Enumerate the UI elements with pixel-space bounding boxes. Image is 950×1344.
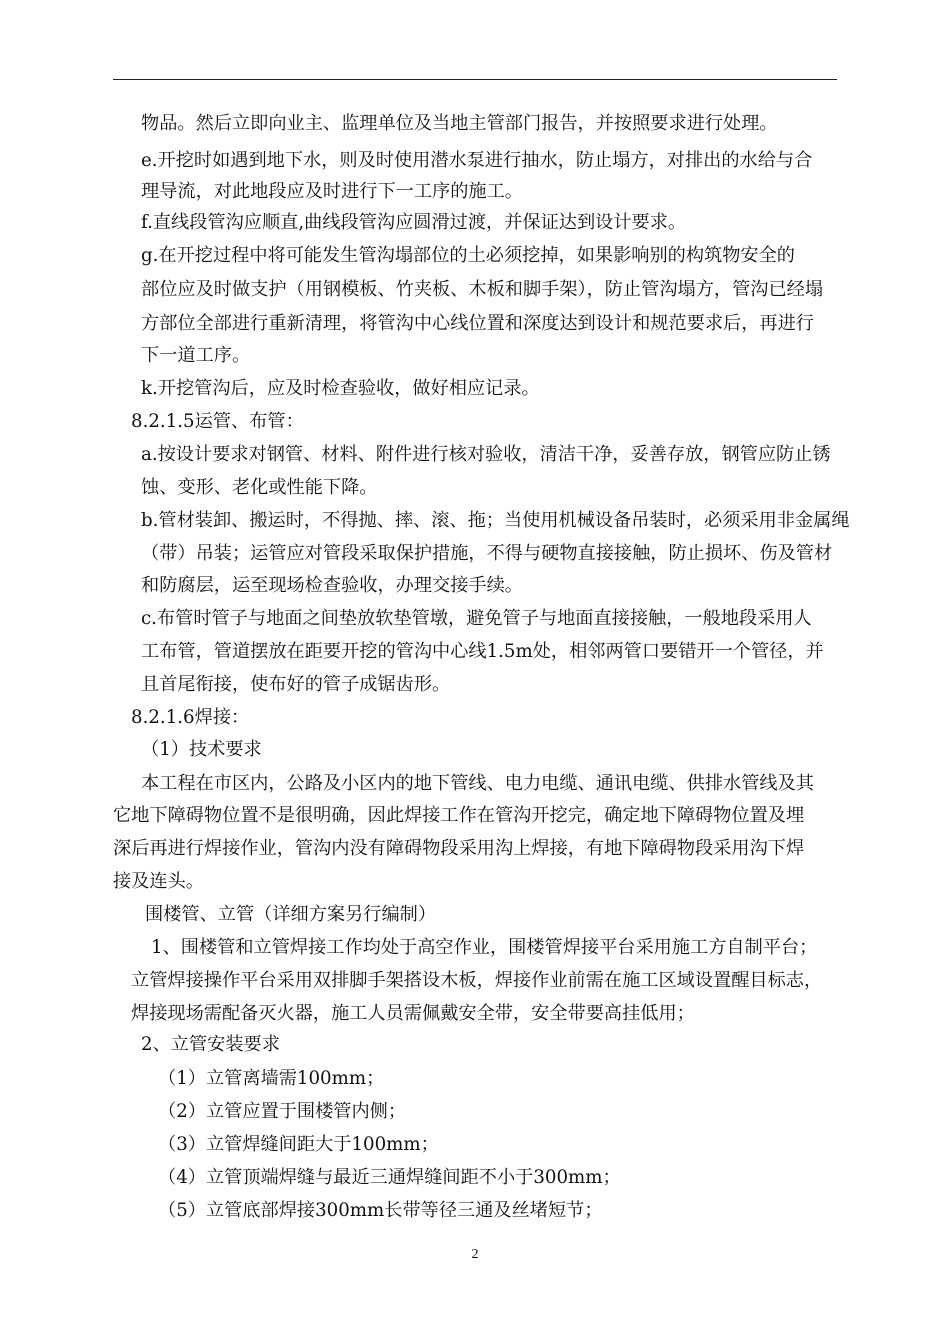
- text-line: 1、围楼管和立管焊接工作均处于高空作业，围楼管焊接平台采用施工方自制平台；: [151, 937, 818, 958]
- text-line: 本工程在市区内，公路及小区内的地下管线、电力电缆、通讯电缆、供排水管线及其: [141, 773, 814, 794]
- section-heading: 8.2.1.6焊接：: [131, 707, 250, 728]
- page-number: 2: [471, 1247, 479, 1262]
- text-line: （1）技术要求: [141, 739, 262, 760]
- header-rule: [113, 79, 837, 80]
- text-line: 蚀、变形、老化或性能下降。: [141, 477, 378, 498]
- text-line: 工布管，管道摆放在距要开挖的管沟中心线1.5m处，相邻两管口要错开一个管径，并: [141, 641, 824, 662]
- section-heading: 8.2.1.5运管、布管：: [131, 411, 304, 432]
- text-line: 下一道工序。: [141, 345, 251, 366]
- text-line: 且首尾衔接，使布好的管子成锯齿形。: [141, 674, 451, 695]
- list-item: （1）立管离墙需100mm；: [158, 1068, 385, 1089]
- list-item: （5）立管底部焊接300mm长带等径三通及丝堵短节；: [158, 1200, 603, 1221]
- text-line: 立管焊接操作平台采用双排脚手架搭设木板，焊接作业前需在施工区域设置醒目标志，: [131, 970, 823, 991]
- text-line: f.直线段管沟应顺直,曲线段管沟应圆滑过渡，并保证达到设计要求。: [141, 212, 687, 233]
- text-line: 方部位全部进行重新清理，将管沟中心线位置和深度达到设计和规范要求后，再进行: [141, 313, 814, 334]
- text-line: c.布管时管子与地面之间垫放软垫管墩，避免管子与地面直接接触，一般地段采用人: [141, 608, 812, 629]
- list-item: （2）立管应置于围楼管内侧；: [158, 1101, 407, 1122]
- text-line: a.按设计要求对钢管、材料、附件进行核对验收，清洁干净，妥善存放，钢管应防止锈: [141, 444, 831, 465]
- text-line: 深后再进行焊接作业，管沟内没有障碍物段采用沟上焊接，有地下障碍物段采用沟下焊: [113, 838, 805, 859]
- text-line: 理导流，对此地段应及时进行下一工序的施工。: [141, 181, 523, 202]
- text-line: 和防腐层，运至现场检查验收，办理交接手续。: [141, 575, 523, 596]
- text-line: b.管材装卸、搬运时，不得抛、摔、滚、拖；当使用机械设备吊装时，必须采用非金属绳: [141, 510, 850, 531]
- text-line: e.开挖时如遇到地下水，则及时使用潜水泵进行抽水，防止塌方，对排出的水给与合: [141, 150, 813, 171]
- text-line: 2、立管安装要求: [141, 1034, 280, 1055]
- text-line: （带）吊装；运管应对管段采取保护措施，不得与硬物直接接触，防止损坏、伤及管材: [141, 543, 833, 564]
- text-line: 部位应及时做支护（用钢模板、竹夹板、木板和脚手架），防止管沟塌方，管沟已经塌: [141, 279, 824, 300]
- text-line: 围楼管、立管（详细方案另行编制）: [145, 904, 437, 925]
- text-line: 物品。然后立即向业主、监理单位及当地主管部门报告，并按照要求进行处理。: [141, 113, 778, 134]
- text-line: 它地下障碍物位置不是很明确，因此焊接工作在管沟开挖完，确定地下障碍物位置及埋: [113, 805, 805, 826]
- text-line: 焊接现场需配备灭火器，施工人员需佩戴安全带，安全带要高挂低用；: [131, 1003, 695, 1024]
- text-line: k.开挖管沟后，应及时检查验收，做好相应记录。: [141, 378, 540, 399]
- list-item: （4）立管顶端焊缝与最近三通焊缝间距不小于300mm；: [158, 1167, 621, 1188]
- text-line: 接及连头。: [113, 871, 204, 892]
- text-line: g.在开挖过程中将可能发生管沟塌部位的土必须挖掉，如果影响别的构筑物安全的: [141, 245, 795, 266]
- list-item: （3）立管焊缝间距大于100mm；: [158, 1134, 439, 1155]
